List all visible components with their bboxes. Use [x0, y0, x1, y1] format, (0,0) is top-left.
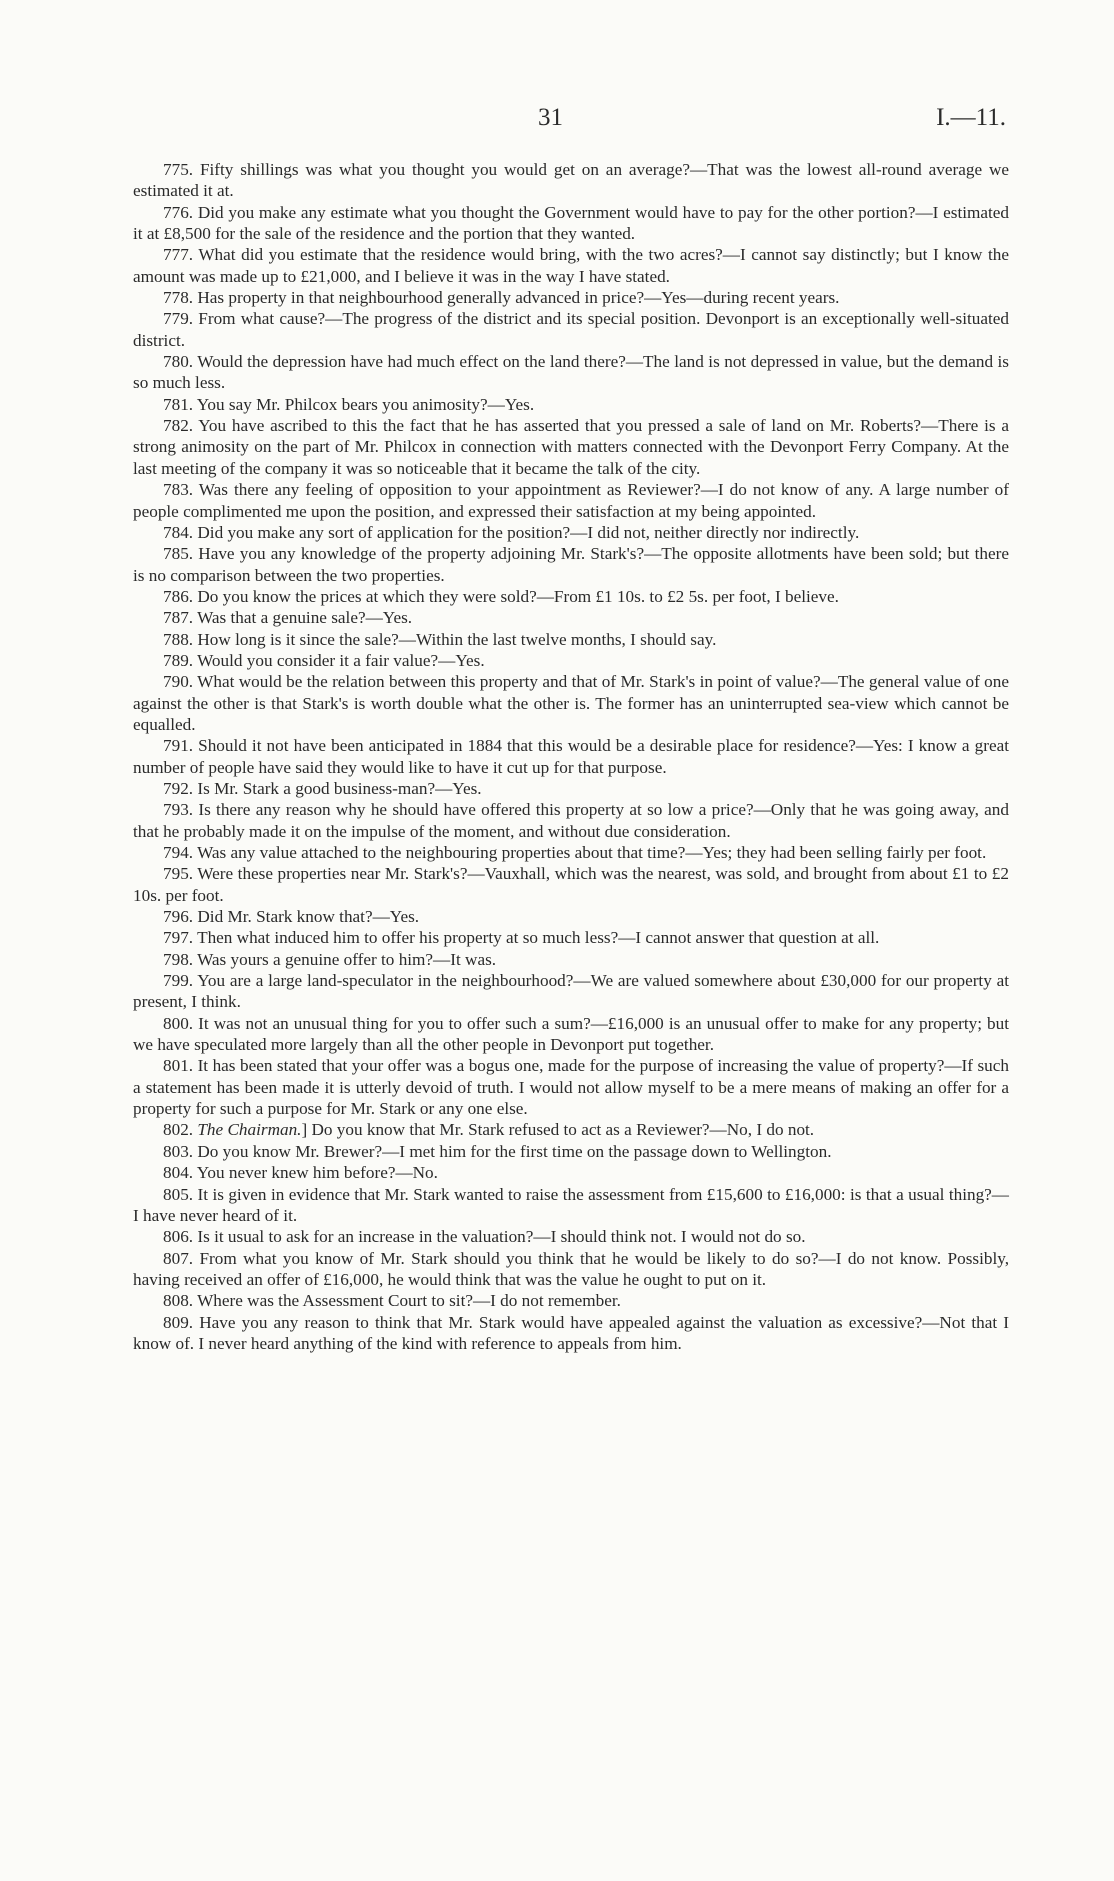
testimony-paragraph: 783. Was there any feeling of opposition to your appointment as Reviewer?—I do not know of any. A large number of people complimented me upon the position, and expressed their satisfaction at my being appointed. [133, 480, 1009, 521]
testimony-paragraph: 781. You say Mr. Philcox bears you animosity?—Yes. [163, 394, 535, 414]
testimony-paragraph: 794. Was any value attached to the neighbouring properties about that time?—Yes; they had been selling fairly per foot. [163, 843, 987, 862]
testimony-paragraph: 801. It has been stated that your offer was a bogus one, made for the purpose of increasing the value of property?—If such a statement has been made it is utterly devoid of truth. I would not allow myself to be a mere means of making an offer for a property for such a purpose for Mr. Stark or any one else. [133, 1056, 1009, 1119]
testimony-paragraph: 777. What did you estimate that the residence would bring, with the two acres?—I cannot say distinctly; but I know the amount was made up to £21,000, and I believe it was in the way I have stated. [133, 245, 1009, 286]
testimony-paragraph: 786. Do you know the prices at which they were sold?—From £1 10s. to £2 5s. per foot, I believe. [163, 586, 839, 606]
testimony-paragraph: 800. It was not an unusual thing for you to offer such a sum?—£16,000 is an unusual offer to make for any property; but we have speculated more largely than all the other people in Devonport put together. [133, 1013, 1009, 1055]
testimony-paragraph: 779. From what cause?—The progress of the district and its special position. Devonport is an exceptionally well-situated district. [133, 309, 1009, 350]
testimony-paragraph: 775. Fifty shillings was what you thought you would get on an average?—That was the lowest all-round average we estimated it at. [133, 160, 1009, 201]
testimony-paragraph: 780. Would the depression have had much effect on the land there?—The land is not depressed in value, but the demand is so much less. [133, 352, 1009, 393]
testimony-paragraph: 795. Were these properties near Mr. Stark's?—Vauxhall, which was the nearest, was sold, and brought from about £1 to £2 10s. per foot. [133, 864, 1009, 905]
testimony-paragraph: 791. Should it not have been anticipated in 1884 that this would be a desirable place for residence?—Yes: I know a great number of people have said they would like to have it cut up for that purpose. [133, 736, 1009, 777]
speaker-label: The Chairman. [197, 1120, 302, 1140]
testimony-paragraph: 804. You never knew him before?—No. [163, 1163, 438, 1183]
testimony-paragraph: 806. Is it usual to ask for an increase in the valuation?—I should think not. I would not do so. [163, 1227, 806, 1247]
testimony-paragraph: 784. Did you make any sort of application for the position?—I did not, neither directly nor indirectly. [163, 522, 860, 542]
testimony-paragraph: 809. Have you any reason to think that Mr. Stark would have appealed against the valuation as excessive?—Not that I know of. I never heard anything of the kind with reference to appeals from him. [133, 1312, 1009, 1353]
testimony-paragraph: 778. Has property in that neighbourhood generally advanced in price?—Yes—during recent years. [163, 288, 840, 308]
page-number: 31 [538, 104, 563, 131]
question-number: 802. [163, 1120, 198, 1140]
testimony-paragraph: 788. How long is it since the sale?—Within the last twelve months, I should say. [163, 629, 717, 649]
testimony-paragraph: 805. It is given in evidence that Mr. Stark wanted to raise the assessment from £15,600 to £16,000: is that a usual thing?—I have never heard of it. [133, 1184, 1009, 1225]
testimony-paragraph: 782. You have ascribed to this the fact that he has asserted that you pressed a sale of land on Mr. Roberts?—There is a strong animosity on the part of Mr. Philcox in connection with matters connected with the Devonport Ferry Company. At the last meeting of the company it was so noticeable that it became the talk of the city. [133, 416, 1009, 478]
testimony-paragraph: 790. What would be the relation between this property and that of Mr. Stark's in point of value?—The general value of one against the other is that Stark's is worth double what the other is. The former has an uninterrupted sea-view which cannot be equalled. [133, 672, 1009, 734]
testimony-paragraph: 803. Do you know Mr. Brewer?—I met him for the first time on the passage down to Wellington. [163, 1141, 832, 1161]
testimony-paragraph: 799. You are a large land-speculator in the neighbourhood?—We are valued somewhere about £30,000 for our property at present, I think. [133, 971, 1009, 1012]
testimony-paragraph [133, 1119, 1009, 1140]
testimony-paragraph: 796. Did Mr. Stark know that?—Yes. [163, 907, 420, 927]
testimony-paragraph: 792. Is Mr. Stark a good business-man?—Yes. [163, 778, 482, 798]
testimony-paragraph: 807. From what you know of Mr. Stark should you think that he would be likely to do so?—I do not know. Possibly, having received an offer of £16,000, he would think that was the value he ought to put on it. [133, 1248, 1009, 1289]
paragraph-text: ] Do you know that Mr. Stark refused to act as a Reviewer?—No, I do not. [301, 1120, 815, 1140]
testimony-paragraph: 808. Where was the Assessment Court to sit?—I do not remember. [163, 1291, 621, 1311]
testimony-paragraph: 793. Is there any reason why he should have offered this property at so low a price?—Only that he was going away, and that he probably made it on the impulse of the moment, and without due consideration. [133, 800, 1009, 841]
testimony-paragraph: 785. Have you any knowledge of the property adjoining Mr. Stark's?—The opposite allotments have been sold; but there is no comparison between the two properties. [133, 544, 1009, 585]
testimony-paragraph: 789. Would you consider it a fair value?—Yes. [163, 650, 485, 670]
document-reference: I.—11. [936, 104, 1006, 131]
evidence-text [133, 159, 1009, 1354]
testimony-paragraph: 787. Was that a genuine sale?—Yes. [163, 608, 413, 628]
testimony-paragraph: 776. Did you make any estimate what you thought the Government would have to pay for the other portion?—I estimated it at £8,500 for the sale of the residence and the portion that they wanted. [133, 202, 1009, 244]
page-header [0, 104, 1114, 138]
testimony-paragraph: 797. Then what induced him to offer his property at so much less?—I cannot answer that question at all. [163, 928, 880, 948]
testimony-paragraph: 798. Was yours a genuine offer to him?—It was. [163, 949, 497, 969]
